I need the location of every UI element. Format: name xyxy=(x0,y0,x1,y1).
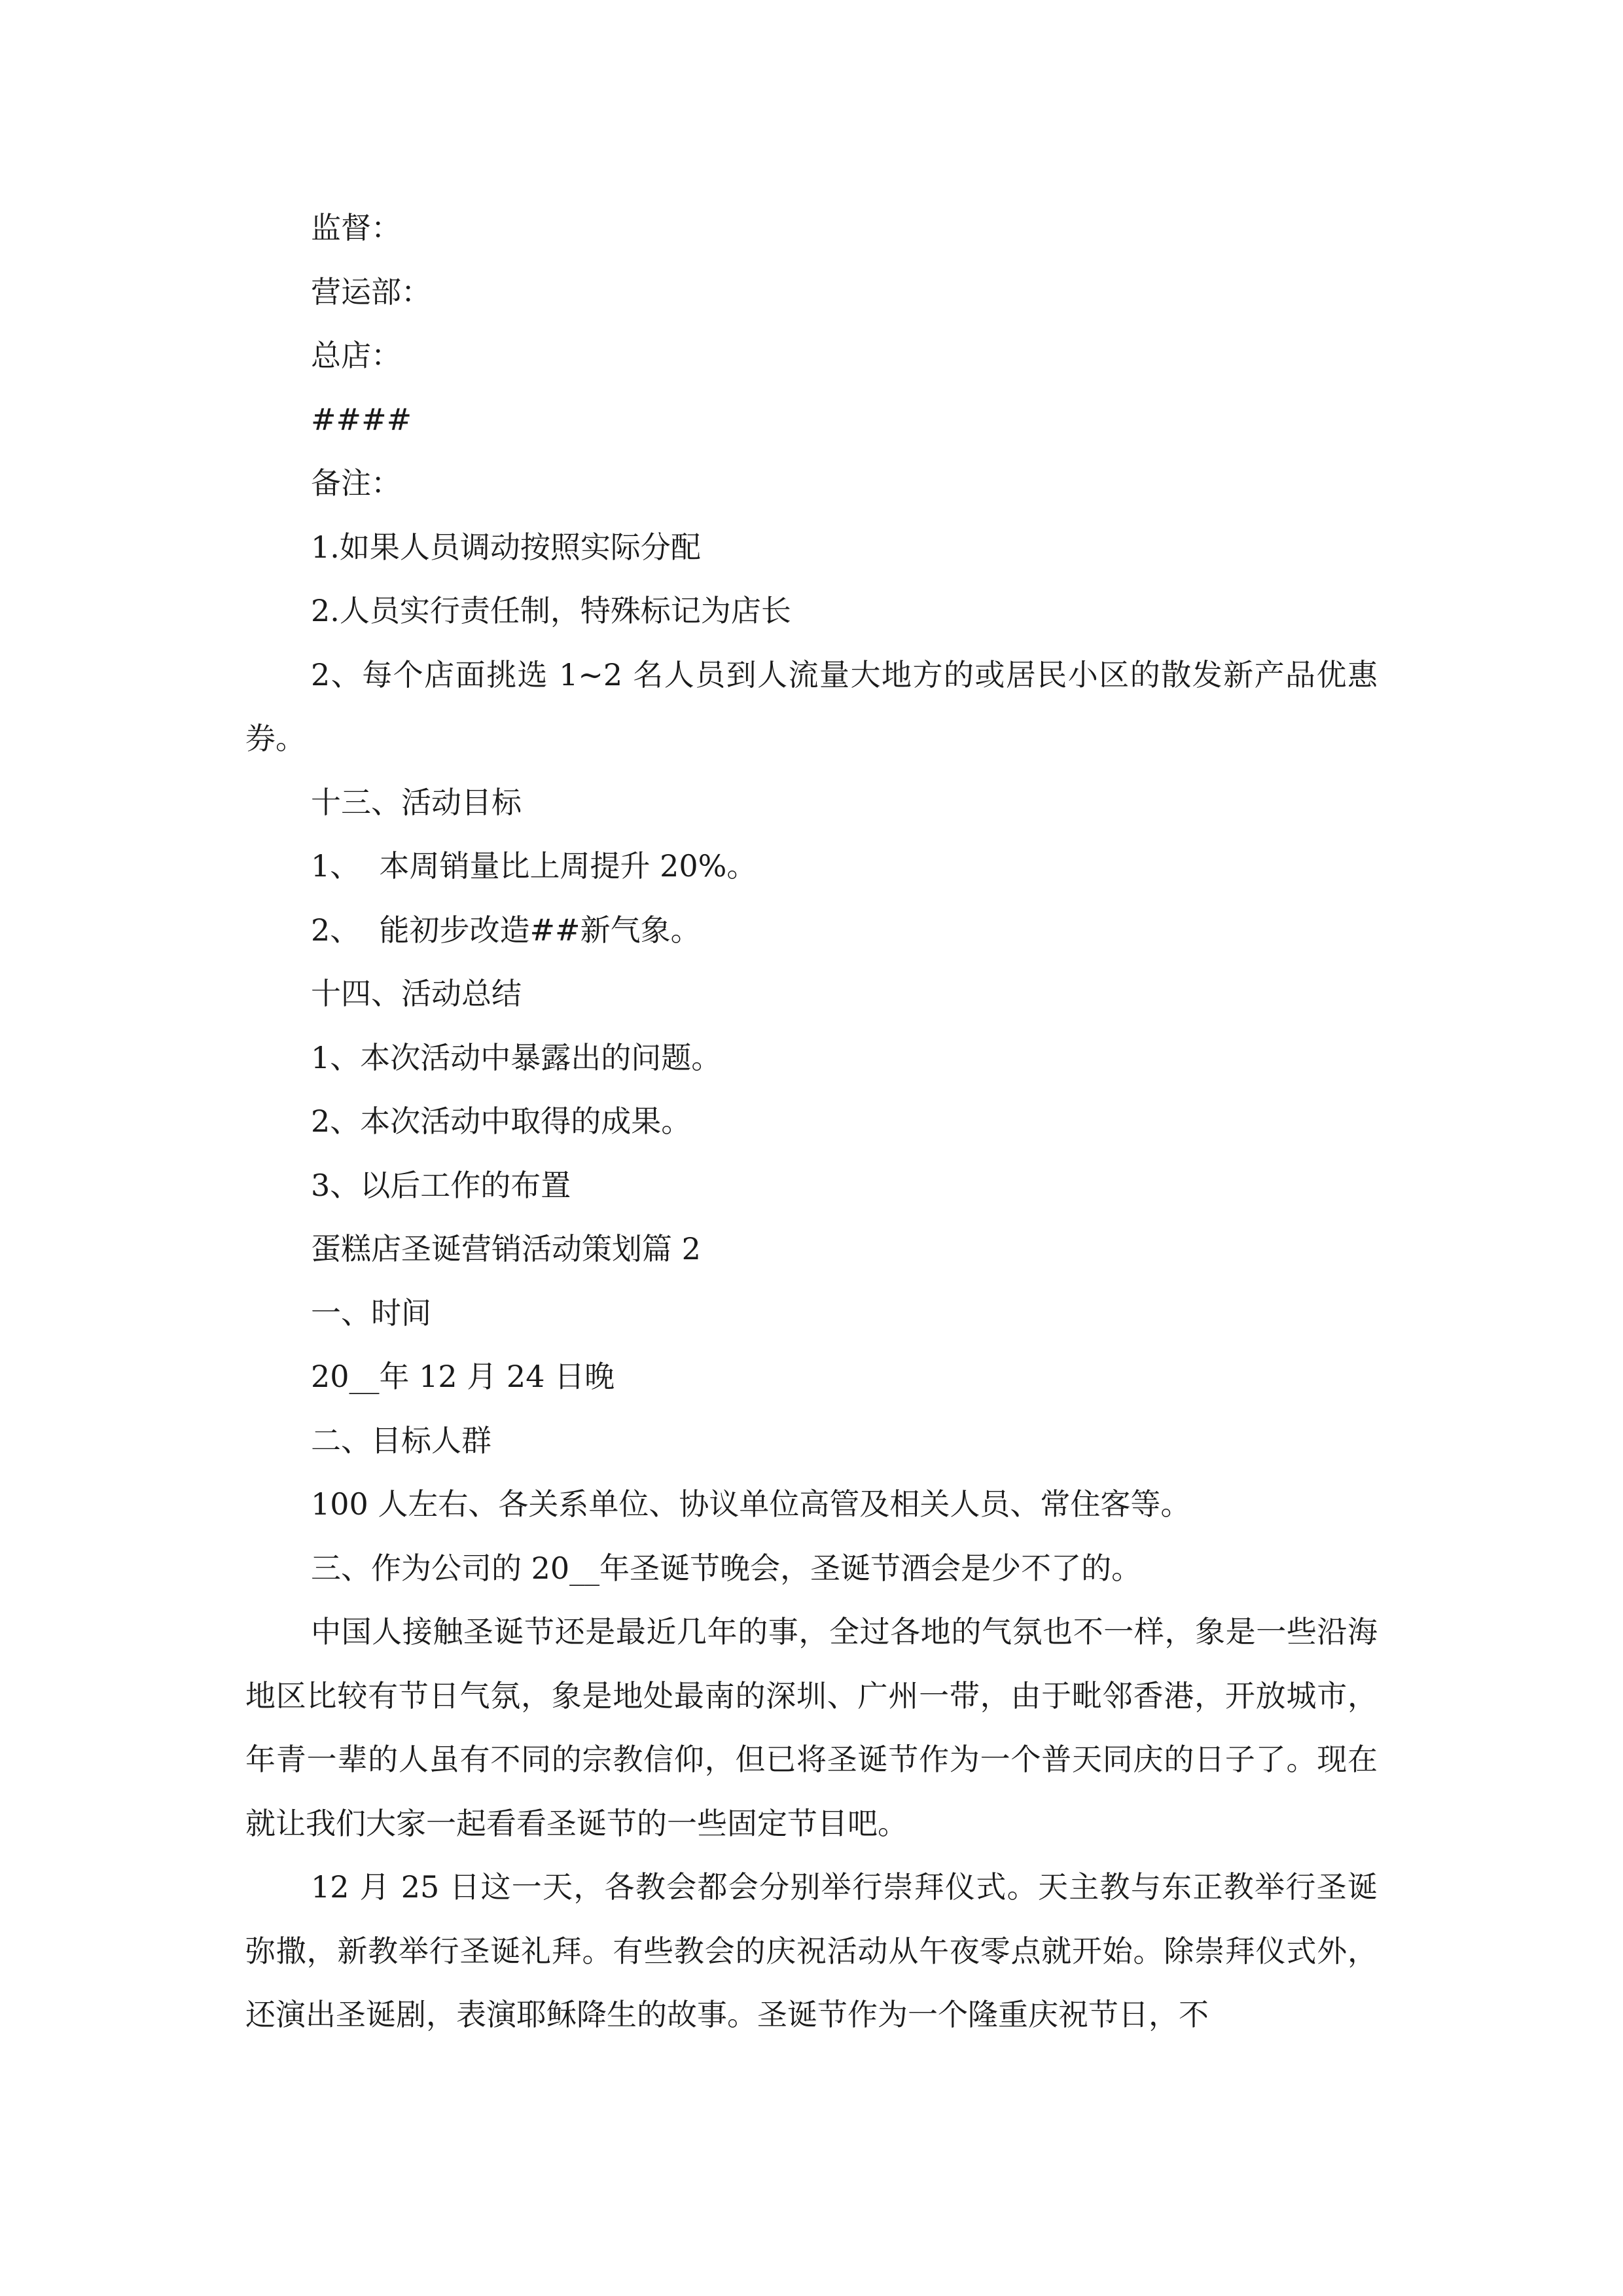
document-body xyxy=(245,196,1378,2047)
text-line: 3、以后工作的布置 xyxy=(311,1167,571,1203)
section-heading: 一、时间 xyxy=(311,1295,431,1331)
text-line: 1、 本周销量比上周提升 20%。 xyxy=(311,848,757,884)
text-line: 2.人员实行责任制，特殊标记为店长 xyxy=(311,593,791,628)
text-line: 1.如果人员调动按照实际分配 xyxy=(311,529,701,565)
text-line: #### xyxy=(311,401,412,437)
section-heading: 二、目标人群 xyxy=(311,1422,491,1458)
text-line: 监督： xyxy=(311,210,401,245)
text-line: 2、 能初步改造##新气象。 xyxy=(311,912,701,948)
text-line: 营运部： xyxy=(311,274,431,310)
text-line: 2、本次活动中取得的成果。 xyxy=(311,1103,692,1139)
text-line: 备注： xyxy=(311,465,401,501)
paragraph: 2、每个店面挑选 1~2 名人员到人流量大地方的或居民小区的散发新产品优惠券。 xyxy=(245,656,1378,756)
text-line: 三、作为公司的 20__年圣诞节晚会，圣诞节酒会是少不了的。 xyxy=(311,1550,1142,1586)
text-line: 20__年 12 月 24 日晚 xyxy=(311,1359,615,1394)
text-line: 100 人左右、各关系单位、协议单位高管及相关人员、常住客等。 xyxy=(311,1486,1191,1522)
text-line: 总店： xyxy=(311,338,401,373)
document-title: 蛋糕店圣诞营销活动策划篇 2 xyxy=(311,1231,701,1266)
section-heading: 十三、活动目标 xyxy=(311,784,522,820)
text-line: 1、本次活动中暴露出的问题。 xyxy=(311,1039,722,1075)
paragraph: 中国人接触圣诞节还是最近几年的事，全过各地的气氛也不一样，象是一些沿海地区比较有节日气氛，象是地处最南的深圳、广州一带，由于毗邻香港，开放城市，年青一辈的人虽有不同的宗教信仰，但已将圣诞节作为一个普天同庆的日子了。现在就让我们大家一起看看圣诞节的一些固定节目吧。 xyxy=(245,1614,1378,1841)
paragraph: 12 月 25 日这一天，各教会都会分别举行崇拜仪式。天主教与东正教举行圣诞弥撒，新教举行圣诞礼拜。有些教会的庆祝活动从午夜零点就开始。除崇拜仪式外，还演出圣诞剧，表演耶稣降生的故事。圣诞节作为一个隆重庆祝节日，不 xyxy=(245,1869,1378,2032)
section-heading: 十四、活动总结 xyxy=(311,976,522,1011)
